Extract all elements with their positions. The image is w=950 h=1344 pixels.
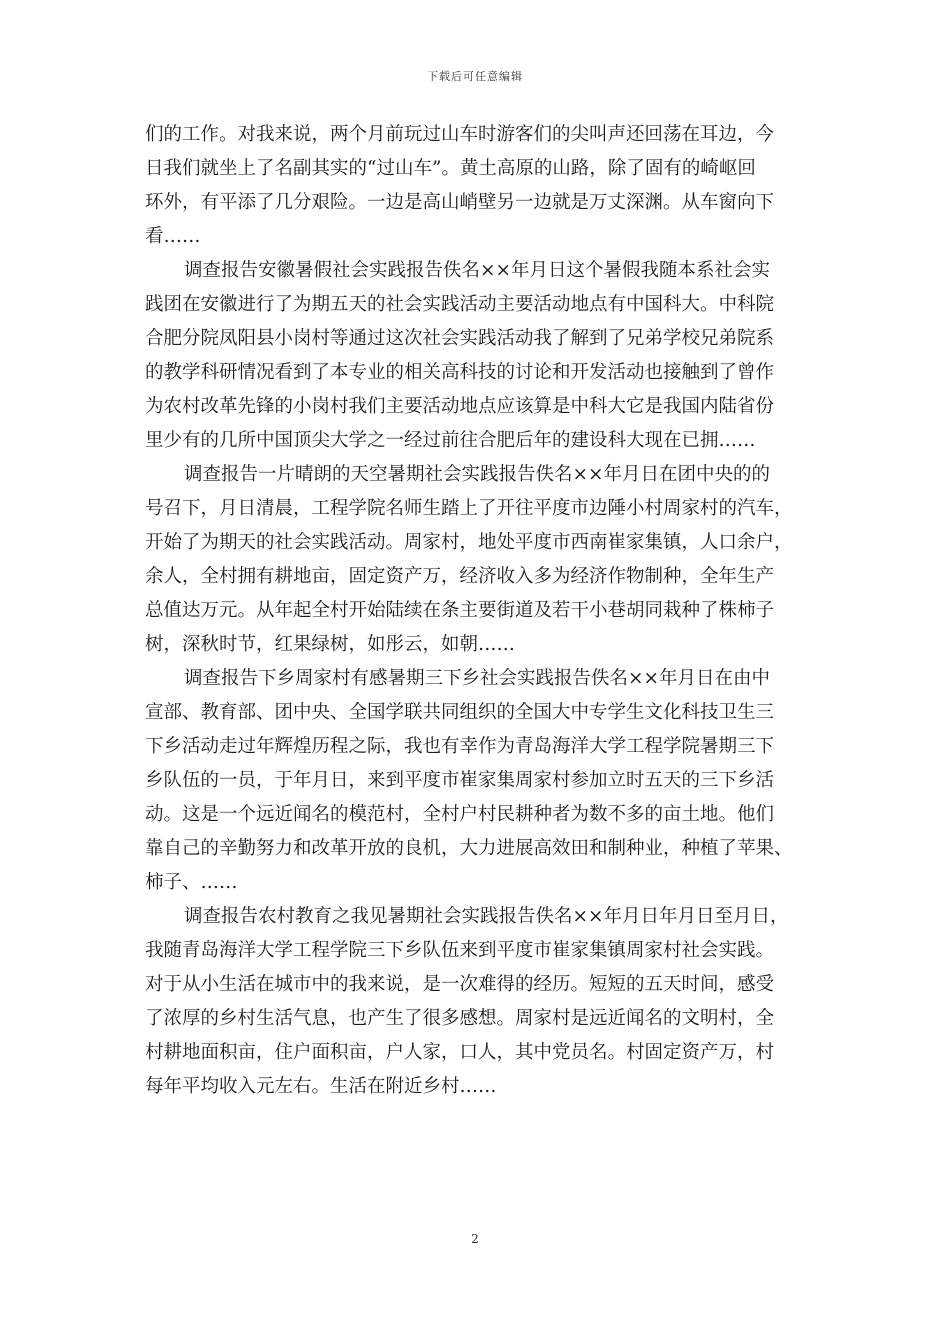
text-line: 号召下，月日清晨，工程学院名师生踏上了开往平度市边陲小村周家村的汽车， [145, 498, 793, 519]
paragraph-3 [145, 458, 825, 662]
text-line: 树，深秋时节，红果绿树，如彤云，如朝…… [145, 634, 516, 655]
text-line: 靠自己的辛勤努力和改革开放的良机，大力进展高效田和制种业，种植了苹果、 [145, 838, 793, 859]
text-line: 们的工作。对我来说，两个月前玩过山车时游客们的尖叫声还回荡在耳边，今 [145, 124, 775, 145]
text-line: 动。这是一个远近闻名的模范村，全村户村民耕种者为数不多的亩土地。他们 [145, 804, 775, 825]
text-line: 开始了为期天的社会实践活动。周家村，地处平度市西南崔家集镇，人口余户， [145, 532, 793, 553]
text-line: 合肥分院凤阳县小岗村等通过这次社会实践活动我了解到了兄弟学校兄弟院系 [145, 328, 775, 349]
text-line: 了浓厚的乡村生活气息，也产生了很多感想。周家村是远近闻名的文明村，全 [145, 1008, 775, 1029]
text-line: 下乡活动走过年辉煌历程之际，我也有幸作为青岛海洋大学工程学院暑期三下 [145, 736, 775, 757]
paragraph-2 [145, 254, 825, 458]
text-line: 调查报告农村教育之我见暑期社会实践报告佚名××年月日年月日至月日， [184, 906, 789, 927]
text-line: 宣部、教育部、团中央、全国学联共同组织的全国大中专学生文化科技卫生三 [145, 702, 775, 723]
text-line: 总值达万元。从年起全村开始陆续在条主要街道及若干小巷胡同栽种了株柿子 [145, 600, 775, 621]
page-number: 2 [471, 1232, 479, 1246]
text-line: 日我们就坐上了名副其实的“过山车”。黄土高原的山路，除了固有的崎岖回 [145, 158, 756, 179]
text-line: 余人，全村拥有耕地亩，固定资产万，经济收入多为经济作物制种，全年生产 [145, 566, 775, 587]
text-line: 看…… [145, 226, 201, 247]
text-line: 为农村改革先锋的小岗村我们主要活动地点应该算是中科大它是我国内陆省份 [145, 396, 775, 417]
text-line: 的教学科研情况看到了本专业的相关高科技的讨论和开发活动也接触到了曾作 [145, 362, 775, 383]
paragraph-5 [145, 900, 825, 1104]
text-line: 调查报告一片晴朗的天空暑期社会实践报告佚名××年月日在团中央的的 [184, 464, 771, 485]
document-body [145, 118, 825, 1104]
text-line: 环外，有平添了几分艰险。一边是高山峭壁另一边就是万丈深渊。从车窗向下 [145, 192, 775, 213]
text-line: 践团在安徽进行了为期五天的社会实践活动主要活动地点有中国科大。中科院 [145, 294, 775, 315]
text-line: 我随青岛海洋大学工程学院三下乡队伍来到平度市崔家集镇周家村社会实践。 [145, 940, 775, 961]
text-line: 每年平均收入元左右。生活在附近乡村…… [145, 1076, 497, 1097]
text-line: 里少有的几所中国顶尖大学之一经过前往合肥后年的建设科大现在已拥…… [145, 430, 756, 451]
text-line: 乡队伍的一员，于年月日，来到平度市崔家集周家村参加立时五天的三下乡活 [145, 770, 775, 791]
page-header: 下载后可任意编辑 [427, 70, 523, 83]
text-line: 村耕地面积亩，住户面积亩，户人家，口人，其中党员名。村固定资产万，村 [145, 1042, 775, 1063]
paragraph-4 [145, 662, 825, 900]
text-line: 柿子、…… [145, 872, 238, 893]
text-line: 调查报告下乡周家村有感暑期三下乡社会实践报告佚名××年月日在由中 [184, 668, 771, 689]
text-line: 调查报告安徽暑假社会实践报告佚名××年月日这个暑假我随本系社会实 [184, 260, 771, 281]
text-line: 对于从小生活在城市中的我来说，是一次难得的经历。短短的五天时间，感受 [145, 974, 775, 995]
paragraph-1 [145, 118, 825, 254]
